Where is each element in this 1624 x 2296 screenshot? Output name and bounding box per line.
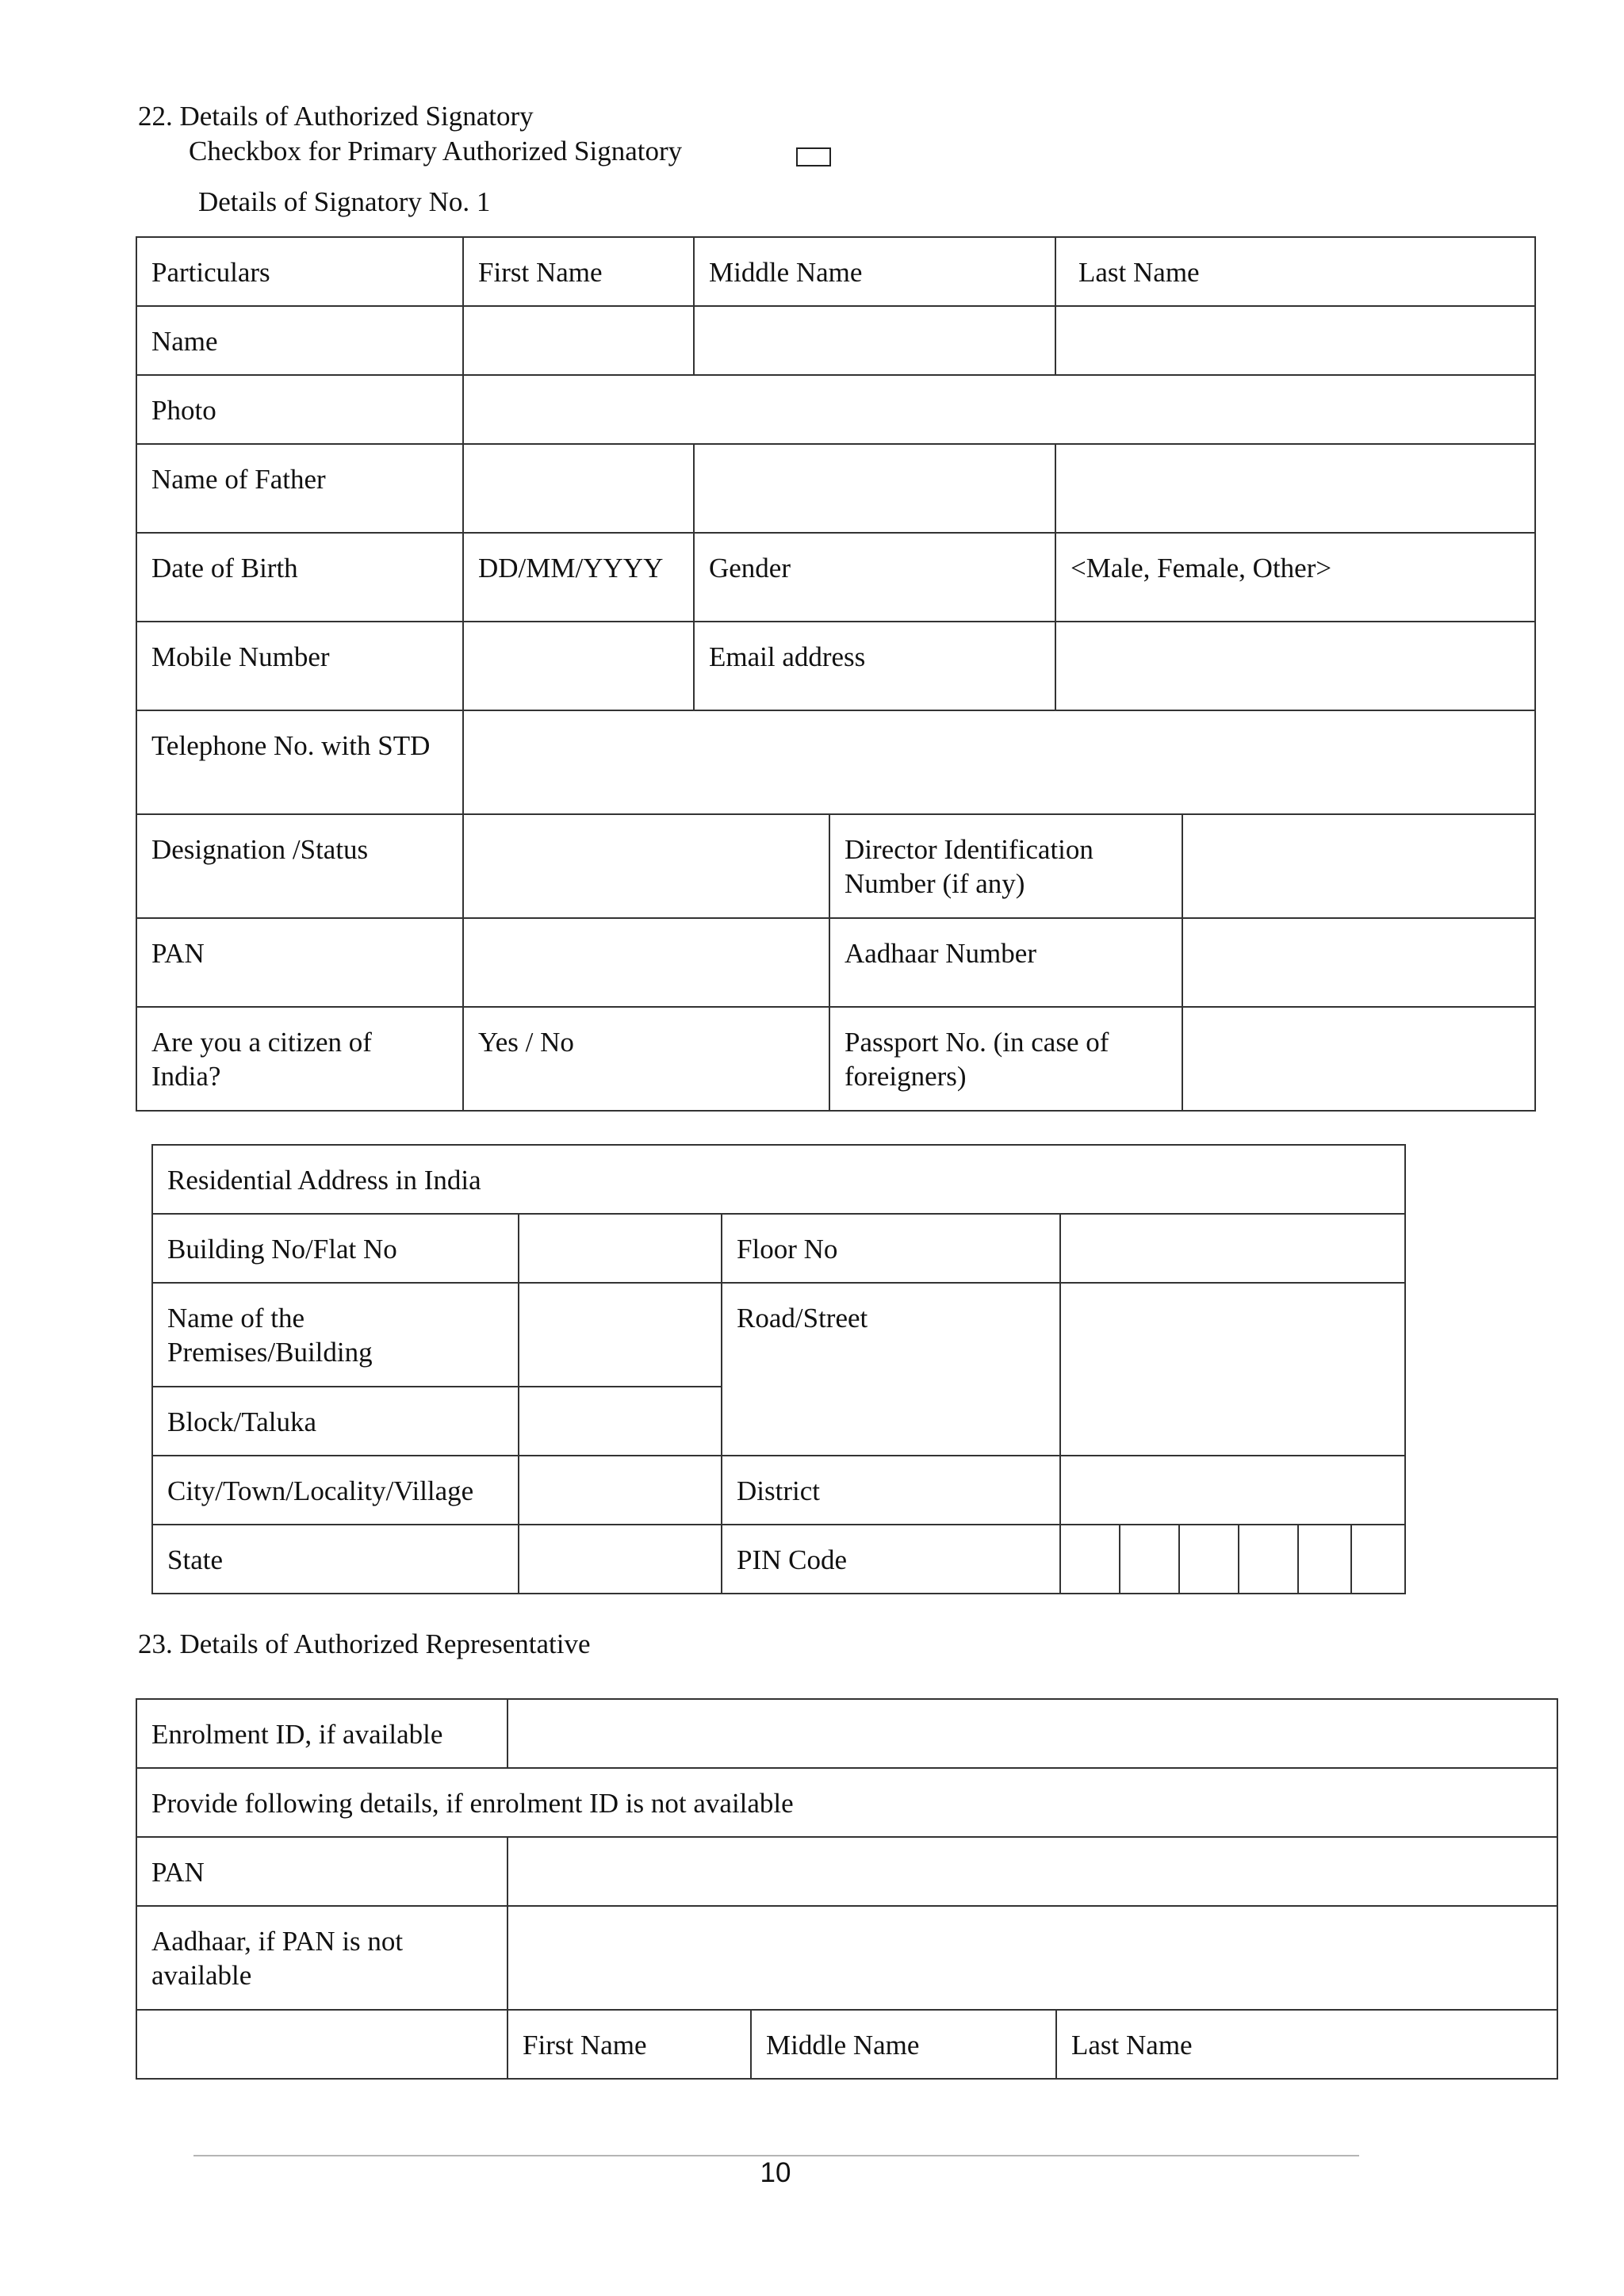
gender-field[interactable]: <Male, Female, Other> <box>1055 533 1535 622</box>
block-label: Block/Taluka <box>152 1387 519 1456</box>
header-middle-name: Middle Name <box>694 237 1055 306</box>
rep-first-name-header: First Name <box>508 2010 751 2079</box>
representative-table <box>136 1698 1558 2080</box>
page-number: 10 <box>760 2157 791 2188</box>
signatory-title: Details of Signatory No. 1 <box>198 186 491 217</box>
floor-field[interactable] <box>1060 1214 1405 1283</box>
road-label: Road/Street <box>722 1283 1060 1456</box>
floor-label: Floor No <box>722 1214 1060 1283</box>
designation-field[interactable] <box>463 814 829 918</box>
enrolment-field[interactable] <box>508 1699 1557 1768</box>
father-name-label: Name of Father <box>136 444 463 533</box>
city-field[interactable] <box>519 1456 722 1525</box>
aadhaar-field[interactable] <box>1182 918 1535 1007</box>
building-label: Building No/Flat No <box>152 1214 519 1283</box>
address-table <box>151 1144 1406 1594</box>
section-22-heading: 22. Details of Authorized Signatory <box>138 101 534 132</box>
telephone-label: Telephone No. with STD <box>136 710 463 814</box>
primary-signatory-checkbox[interactable] <box>796 147 831 166</box>
passport-field[interactable] <box>1182 1007 1535 1111</box>
rep-aadhaar-label: Aadhaar, if PAN is not available <box>136 1906 508 2010</box>
name-label: Name <box>136 306 463 375</box>
signatory-table <box>136 236 1536 1112</box>
city-label: City/Town/Locality/Village <box>152 1456 519 1525</box>
din-label: Director Identification Number (if any) <box>829 814 1182 918</box>
section-23-heading: 23. Details of Authorized Representative <box>138 1628 591 1659</box>
telephone-field[interactable] <box>463 710 1535 814</box>
last-name-field[interactable] <box>1055 306 1535 375</box>
mobile-label: Mobile Number <box>136 622 463 710</box>
premises-label: Name of the Premises/Building <box>152 1283 519 1387</box>
email-label: Email address <box>694 622 1055 710</box>
photo-field[interactable] <box>463 375 1535 444</box>
designation-label: Designation /Status <box>136 814 463 918</box>
citizen-field[interactable]: Yes / No <box>463 1007 829 1111</box>
enrolment-label: Enrolment ID, if available <box>136 1699 508 1768</box>
pan-label: PAN <box>136 918 463 1007</box>
pin-digit-box[interactable] <box>1351 1525 1405 1594</box>
pin-digit-box[interactable] <box>1298 1525 1351 1594</box>
rep-middle-name-header: Middle Name <box>751 2010 1056 2079</box>
mobile-field[interactable] <box>463 622 694 710</box>
rep-name-row-label <box>136 2010 508 2079</box>
building-field[interactable] <box>519 1214 722 1283</box>
passport-label: Passport No. (in case of foreigners) <box>829 1007 1182 1111</box>
state-field[interactable] <box>519 1525 722 1594</box>
citizen-label: Are you a citizen of India? <box>136 1007 463 1111</box>
primary-signatory-checkbox-label: Checkbox for Primary Authorized Signatory <box>189 136 683 166</box>
enrolment-note: Provide following details, if enrolment ID is not available <box>136 1768 1557 1837</box>
pin-digit-box[interactable] <box>1120 1525 1179 1594</box>
header-first-name: First Name <box>463 237 694 306</box>
gender-label: Gender <box>694 533 1055 622</box>
block-field[interactable] <box>519 1387 722 1456</box>
road-field[interactable] <box>1060 1283 1405 1456</box>
rep-last-name-header: Last Name <box>1056 2010 1557 2079</box>
dob-field[interactable]: DD/MM/YYYY <box>463 533 694 622</box>
rep-pan-field[interactable] <box>508 1837 1557 1906</box>
photo-label: Photo <box>136 375 463 444</box>
pin-label: PIN Code <box>722 1525 1060 1594</box>
father-last-name-field[interactable] <box>1055 444 1535 533</box>
pin-digit-box[interactable] <box>1179 1525 1239 1594</box>
aadhaar-label: Aadhaar Number <box>829 918 1182 1007</box>
father-middle-name-field[interactable] <box>694 444 1055 533</box>
first-name-field[interactable] <box>463 306 694 375</box>
state-label: State <box>152 1525 519 1594</box>
rep-aadhaar-field[interactable] <box>508 1906 1557 2010</box>
middle-name-field[interactable] <box>694 306 1055 375</box>
district-field[interactable] <box>1060 1456 1405 1525</box>
pin-digit-box[interactable] <box>1239 1525 1298 1594</box>
father-first-name-field[interactable] <box>463 444 694 533</box>
pin-digit-box[interactable] <box>1060 1525 1120 1594</box>
rep-pan-label: PAN <box>136 1837 508 1906</box>
header-last-name: Last Name <box>1055 237 1535 306</box>
address-title: Residential Address in India <box>152 1145 1405 1214</box>
email-field[interactable] <box>1055 622 1535 710</box>
header-particulars: Particulars <box>136 237 463 306</box>
din-field[interactable] <box>1182 814 1535 918</box>
district-label: District <box>722 1456 1060 1525</box>
pan-field[interactable] <box>463 918 829 1007</box>
dob-label: Date of Birth <box>136 533 463 622</box>
premises-field[interactable] <box>519 1283 722 1387</box>
